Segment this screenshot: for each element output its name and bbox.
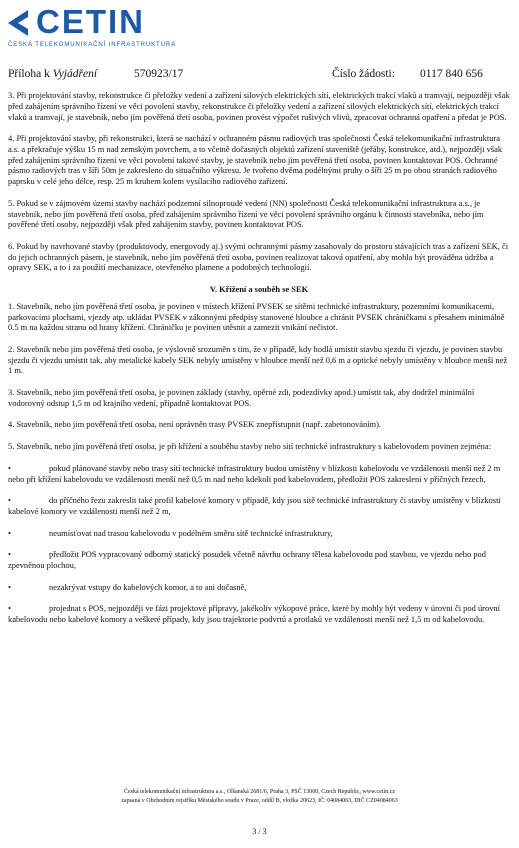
list-item: • do příčného řezu zakreslit také profil kabelové komory v případě, kdy jsou sítě technické infrastruktury či stavby umístěny v blízkosti kabelové komory ve vzdálenosti menší než 2 m, [8,495,501,516]
page-number: 3 / 3 [252,827,267,836]
page-footer [0,788,519,806]
priloha-label: Příloha k Vyjádření [8,68,98,80]
footer-registration: zapsaná v Obchodním rejstříku Městského soudu v Praze, oddíl B, vložka 20623, IČ: 04084063, DIČ CZ04084063 [121,798,398,804]
document-header [8,68,508,82]
document-body [8,90,510,636]
cetin-logo-mark-icon [6,8,32,38]
list-item: • nezakrývat vstupy do kabelových komor, a to ani dočasně, [8,581,247,592]
logo-text: CETIN [36,3,145,40]
section-paragraph-3: 3. Stavebník, nebo jím pověřená třetí osoba, je povinen základy (stavby, opěrné zdi, podezdívky apod.) umístit tak, aby dodržel minimální vodorovný odstup 1,5 m od krajního vedení, případně kontaktovat POS. [8,387,475,408]
request-number-label: Číslo žádosti: [332,68,395,80]
paragraph-3: 3. Při projektování stavby, rekonstrukce či přeložky vedení a zařízení silových elektrických sítí, elektrických trakcí vlaků a tramvají, nejpozději však před zahájením správního řízení ve věci povolení stavby, rekonstrukce či přeložky vedení a zařízení silových elektrických sítí, elektrických trakcí vlaků a tramvají, je stavebník, nebo jím pověřená třetí osoba, povinen provést výpočet rušivých vlivů, zpracovat ochranná opatření a předat je POS. [8,90,510,122]
section-paragraph-1: 1. Stavebník, nebo jím pověřená třetí osoba, je povinen v místech křížení PVSEK se sítěmi technické infrastruktury, pozemními komunikacemi, parkovacími plochami, vjezdy atp. ukládat PVSEK v zákonnými předpisy stanovené hloubce a chránit PVSEK chráničkami s přesahem minimálně 0.5 m na každou stranu od hrany křížení. Chráničku je povinen utěsnit a zamezit vnikání nečistot. [8,300,505,333]
list-item: • pokud plánované stavby nebo trasy sítí technické infrastruktury budou umístěny v blízkosti kabelovodu ve vzdálenosti menší než 2 m nebo při křížení kabelovodu ve vzdálenosti menší než 0,5 m nad nebo kdekoli pod kabelovodem, předložit POS zakreslení v příčných řezech, [8,462,501,484]
section-paragraph-4: 4. Stavebník, nebo jím pověřená třetí osoba, není oprávněn trasy PVSEK znepřístupnit (např. zabetonováním). [8,419,382,430]
paragraph-4: 4. Při projektování stavby, při rekonstrukci, která se nachází v ochranném pásmu radiových tras společnosti Česká telekomunikační infrastruktura a.s. a překračuje výšku 15 m nad zemským povrchem, a to včetně dočasných objektů zařízení staveniště (jeřáby, konstrukce, atd.), nejpozději však před zahájením správního řízení ve věci povolení takové stavby, je stavebník nebo jím pověřená třetí osoba, povinen kontaktovat POS. Ochranné pásmo radiových tras v šíři 50m je zakresleno do situačního výkresu. Je tvořeno dvěma podélnými pruhy o šíři 25 m po obou stranách radiového paprsku v celé jeho délce, resp. 25 m kruhem kolem vysílacího radiového zařízení. [8,133,503,187]
cetin-logo [6,3,176,52]
request-number-value: 0117 840 656 [420,68,483,80]
list-item: • neumísťovat nad trasou kabelovodu v podélném směru sítě technické infrastruktury, [8,527,333,538]
section-paragraph-2: 2. Stavebník nebo jím pověřená třetí osoba, je výslovně srozuměn s tím, že v případě, kdy hodlá umístit stavbu sjezdu či vjezdu, je povinen stavbu sjezdu či vjezdu umístit tak, aby metalické kabely SEK nebyly umístěny v hloubce menší než 0,6 m a optické nebyly umístěny v hloubce menší než 1 m. [8,343,508,376]
section-paragraph-5: 5. Stavebník, nebo jím pověřená třetí osoba, je při křížení a souběhu stavby nebo sítí technické infrastruktury s kabelovodem povinen zejména: [8,441,491,452]
footer-address: Česká telekomunikační infrastruktura a.s., Olšanská 2681/6, Praha 3, PSČ 13000, Czech Republic, www.cetin.cz [123,789,396,795]
list-item: • předložit POS vypracovaný odborný statický posudek včetně návrhu ochrany tělesa kabelovodu pod stavbou, ve vjezdu nebo pod zpevněnou plochou, [8,549,486,570]
section-title: V. Křížení a souběh se SEK [209,284,309,295]
list-item: • projednat s POS, nejpozději ve fázi projektové přípravy, jakékoliv výkopové práce, které by mohly být vedeny v úrovni či pod úrovní kabelovodu nebo kabelové komory a veškeré případy, kdy jsou trajektorie podvrtů a protlaků ve vzdálenosti menší než 1,5 m od kabelovodu. [8,603,500,624]
paragraph-6: 6. Pokud by navrhované stavby (produktovody, energovody aj.) svými ochrannými pásmy zasahovaly do prostoru stávajících tras a zařízení SEK, či do jejich ochranných pásem, je stavebník, nebo jím pověřená třetí osoba, povinen realizovat taková opatření, aby mohla být prováděna údržba a opravy SEK, a to i za použití mechanizace, otevřeného plamene a podobných technologií. [8,240,509,273]
logo-subtitle: ČESKÁ TELEKOMUNIKAČNÍ INFRASTRUKTURA [8,42,176,48]
paragraph-5: 5. Pokud se v zájmovém území stavby nachází podzemní silnoproudé vedení (NN) společnosti Česká telekomunikační infrastruktura a.s., je stavebník, nebo jím pověřená třetí osoba, před zahájením správního řízení ve věci povolení správního orgánu k činnosti stavebníka, nebo jím pověřené třetí osoby, nejpozději však před zahájením stavby, povinen kontaktovat POS. [8,197,484,230]
reference-number: 570923/17 [134,68,184,80]
